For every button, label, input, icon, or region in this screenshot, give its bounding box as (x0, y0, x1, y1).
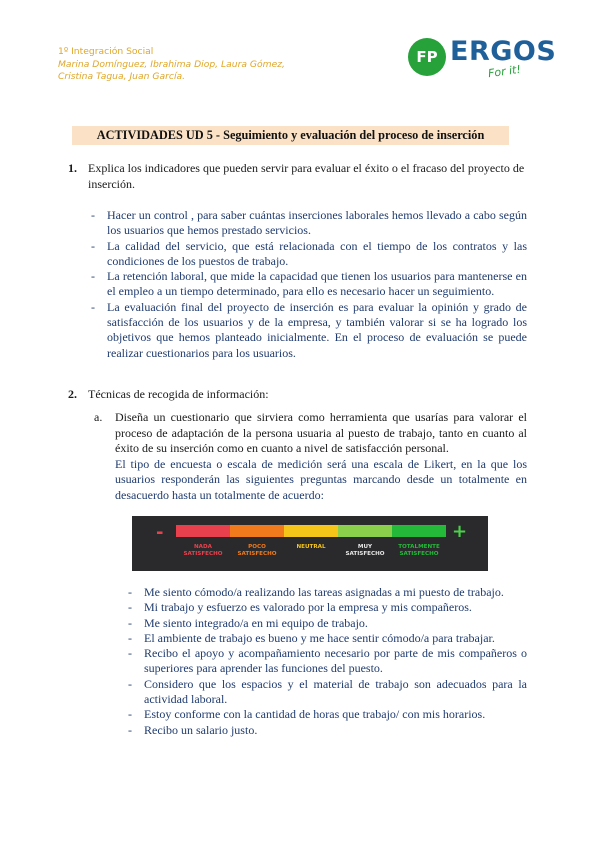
document-header (58, 46, 285, 84)
list-item: - La calidad del servicio, que está relacionada con el tiempo de los contratos y las condiciones de los puestos de trabajo. (90, 239, 527, 270)
likert-label-3-line-1: NEUTRAL (296, 544, 326, 550)
logo-badge: FP (408, 38, 446, 76)
likert-segment-3 (284, 525, 338, 537)
likert-label-1-line-2: SATISFECHO (183, 551, 223, 557)
question-2a-letter: a. (94, 410, 103, 424)
likert-label-2 (230, 544, 284, 558)
question-1-answer-list (90, 208, 527, 361)
list-item: - La evaluación final del proyecto de inserción es para evaluar la opinión y grado de satisfacción de los usuarios y de la empresa, y también valorar si se ha logrado los objetivos que hemos planteado inicialmente. En el proceso de evaluación se puede realizar cuestionarios para los usuarios. (90, 300, 527, 361)
question-2a-text: Diseña un cuestionario que sirviera como herramienta que usarías para valorar el proceso de adaptación de la persona usuaria al puesto de trabajo, tanto en cuanto al éxito de su inserción como en cuanto a nivel de satisfacción personal. (115, 410, 527, 456)
likert-label-2-line-1: POCO (248, 544, 266, 550)
question-2-number: 2. (68, 387, 77, 401)
likert-label-5-line-1: TOTALMENTE (398, 544, 440, 550)
authors-line-1: Marina Domínguez, Ibrahima Diop, Laura Gómez, (58, 58, 285, 70)
likert-label-4-line-2: SATISFECHO (345, 551, 385, 557)
likert-label-4-line-1: MUY (357, 544, 373, 550)
likert-label-5 (392, 544, 446, 558)
likert-label-3 (284, 544, 338, 551)
likert-label-2-line-2: SATISFECHO (237, 551, 277, 557)
questionnaire-items (127, 585, 527, 738)
likert-segment-5 (392, 525, 446, 537)
course-label: 1º Integración Social (58, 46, 154, 57)
list-item: - Recibo un salario justo. (127, 723, 527, 738)
ergos-logo (408, 36, 557, 84)
list-item: - Estoy conforme con la cantidad de horas que trabajo/ con mis horarios. (127, 707, 527, 722)
likert-segment-2 (230, 525, 284, 537)
authors-line-2: Cristina Tagua, Juan García. (58, 71, 186, 82)
list-item: - La retención laboral, que mide la capacidad que tienen los usuarios para mantenerse en el empleo a un tiempo determinado, para ello es necesario hacer un seguimiento. (90, 269, 527, 300)
plus-icon: + (452, 521, 468, 542)
question-2-text: Técnicas de recogida de información: (88, 387, 269, 401)
likert-label-1 (176, 544, 230, 558)
page-title: ACTIVIDADES UD 5 - Seguimiento y evaluación del proceso de inserción (72, 126, 509, 145)
list-item: - El ambiente de trabajo es bueno y me hace sentir cómodo/a para trabajar. (127, 631, 527, 646)
likert-label-4 (338, 544, 392, 558)
list-item: - Considero que los espacios y el material de trabajo son adecuados para la actividad laboral. (127, 677, 527, 708)
list-item: - Me siento integrado/a en mi equipo de trabajo. (127, 616, 527, 631)
list-item: - Me siento cómodo/a realizando las tareas asignadas a mi puesto de trabajo. (127, 585, 527, 600)
likert-label-5-line-2: SATISFECHO (399, 551, 439, 557)
minus-icon: - (156, 522, 164, 543)
question-1-number: 1. (68, 161, 77, 175)
question-1-text: Explica los indicadores que pueden servir para evaluar el éxito o el fracaso del proyecto de inserción. (88, 161, 525, 191)
likert-segment-1 (176, 525, 230, 537)
likert-label-1-line-1: NADA (194, 544, 212, 550)
list-item: - Recibo el apoyo y acompañamiento necesario por parte de mis compañeros o superiores para aprender las funciones del puesto. (127, 646, 527, 677)
question-2a-answer: El tipo de encuesta o escala de medición será una escala de Likert, en la que los usuarios responderán las siguientes preguntas marcando desde un totalmente en desacuerdo hasta un totalmente de acuerdo: (115, 456, 527, 502)
likert-segment-4 (338, 525, 392, 537)
logo-word: ERGOS (450, 36, 557, 67)
logo-tagline: For it! (487, 62, 522, 81)
list-item: - Mi trabajo y esfuerzo es valorado por la empresa y mis compañeros. (127, 600, 527, 615)
list-item: - Hacer un control , para saber cuántas inserciones laborales hemos llevado a cabo según los usuarios que hemos prestado servicios. (90, 208, 527, 239)
likert-scale (132, 516, 488, 571)
